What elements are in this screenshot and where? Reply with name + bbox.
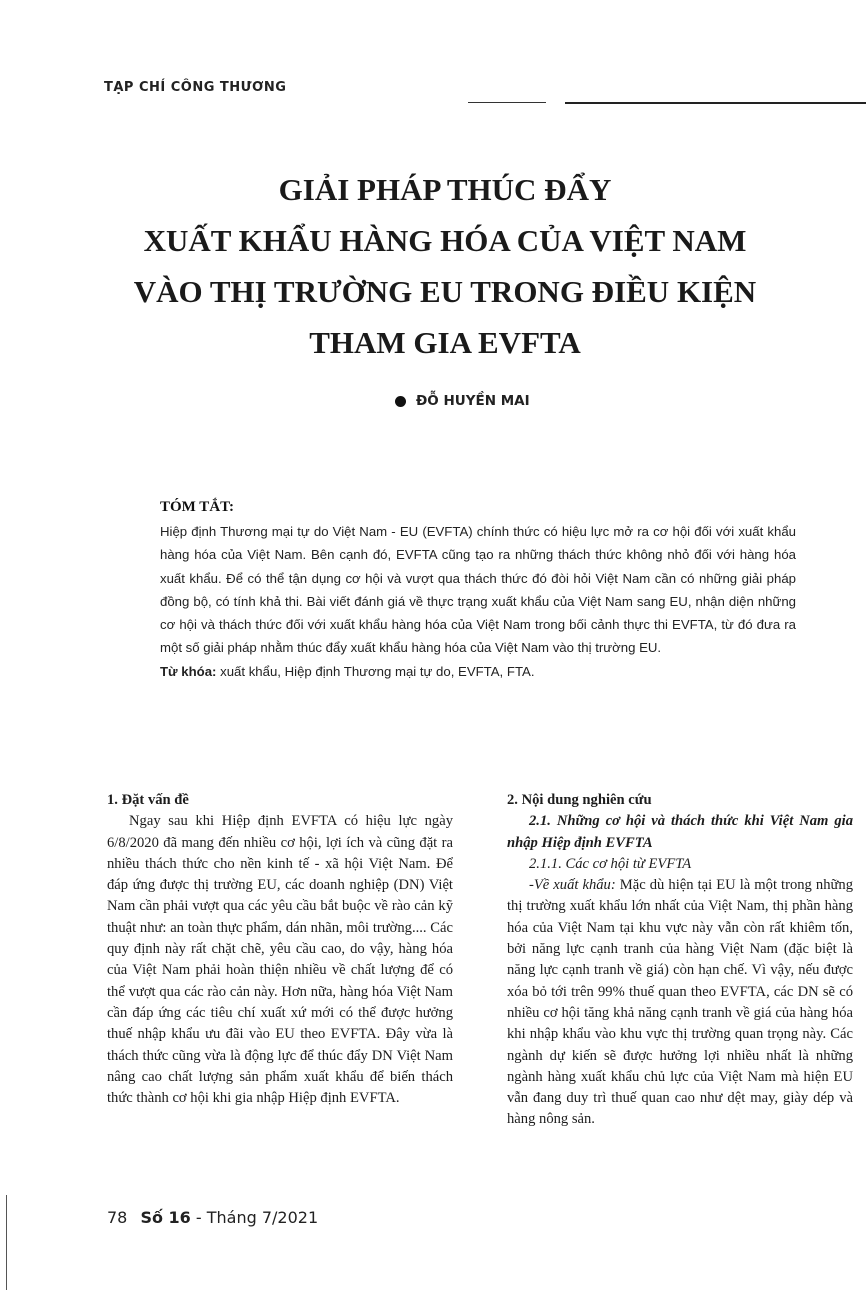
export-lead: -Về xuất khẩu: [529,877,616,894]
issue-date: - Tháng 7/2021 [190,1208,319,1227]
section-1-body: Ngay sau khi Hiệp định EVFTA có hiệu lực ngày 6/8/2020 đã mang đến nhiều cơ hội, lợi ích và cũng đặt ra nhiều thách thức cho nền kinh tế - xã hội Việt Nam. Để đáp ứng được thị trường EU, các doanh nghiệp (DN) Việt Nam cần phải vượt qua các yêu cầu bắt buộc về rào cản kỹ thuật như: an toàn thực phẩm, dán nhãn, môi trường.... Các quy định này rất chặt chẽ, yêu cầu cao, do vậy, hàng hóa của Việt Nam phải hoàn thiện nhiều về chất lượng để có thể vượt qua các rào cản này. Hơn nữa, hàng hóa Việt Nam cần đáp ứng các tiêu chí xuất xứ mới có thể được hưởng thuế nhập khẩu ưu đãi vào EU theo EVFTA. Đây vừa là thách thức cũng vừa là động lực để thúc đẩy DN Việt Nam nâng cao chất lượng sản phẩm xuất khẩu để biến thách thức thành cơ hội khi gia nhập Hiệp định EVFTA. [107,813,453,1107]
section-2-1-1-heading: 2.1.1. Các cơ hội từ EVFTA [529,855,692,872]
abstract [160,520,796,683]
page-footer [107,1208,318,1227]
article-title [60,164,830,368]
author-name: ĐỖ HUYỀN MAI [416,393,530,409]
title-line-4: THAM GIA EVFTA [309,325,581,360]
title-line-1: GIẢI PHÁP THÚC ĐẨY [278,172,612,207]
keywords-text: xuất khẩu, Hiệp định Thương mại tự do, EVFTA, FTA. [216,663,535,679]
left-column [107,790,453,1109]
section-2-heading: 2. Nội dung nghiên cứu [507,792,652,808]
title-line-3: VÀO THỊ TRƯỜNG EU TRONG ĐIỀU KIỆN [133,274,757,309]
issue-number: Số 16 [140,1208,191,1227]
keywords [160,660,796,683]
export-body: Mặc dù hiện tại EU là một trong những thị trường xuất khẩu lớn nhất của Việt Nam, thị phần hàng hóa của Việt Nam tại khu vực này vẫn còn rất khiêm tốn, bởi năng lực cạnh tranh của hàng Việt Nam (đặc biệt là năng lực cạnh tranh về giá) còn hạn chế. Vì vậy, nếu được xóa bỏ tới trên 99% thuế quan theo EVFTA, các DN sẽ có nhiều cơ hội tăng khả năng cạnh tranh về giá của hàng hóa khi nhập khẩu vào khu vực thị trường quan trọng này. Các ngành dự kiến sẽ được hưởng lợi nhiều nhất là những ngành hàng xuất khẩu chủ lực của Việt Nam mà hiện EU vẫn đang duy trì thuế quan cao như dệt may, giày dép và hàng nông sản. [507,877,854,1128]
abstract-heading: TÓM TẮT: [160,499,235,515]
header-rule-long [565,102,866,104]
right-column [507,790,853,1131]
section-2-1-heading: 2.1. Những cơ hội và thách thức khi Việt Nam gia nhập Hiệp định EVFTA [507,813,853,851]
header-rule-short [468,102,546,103]
page-number: 78 [107,1208,128,1227]
margin-line [6,1195,7,1290]
bullet-icon [395,396,406,407]
section-2-body [507,875,853,1131]
keywords-label: Từ khóa: [160,663,217,679]
journal-name: TẠP CHÍ CÔNG THƯƠNG [104,80,287,95]
title-line-2: XUẤT KHẨU HÀNG HÓA CỦA VIỆT NAM [143,223,747,258]
author-line [395,393,530,409]
section-1-heading: 1. Đặt vấn đề [107,792,189,808]
abstract-text: Hiệp định Thương mại tự do Việt Nam - EU (EVFTA) chính thức có hiệu lực mở ra cơ hội đối với xuất khẩu hàng hóa của Việt Nam. Bên cạnh đó, EVFTA cũng tạo ra những thách thức không nhỏ đối với hàng hóa xuất khẩu. Để có thể tận dụng cơ hội và vượt qua thách thức đó đòi hỏi Việt Nam cần có những giải pháp đồng bộ, có tính khả thi. Bài viết đánh giá về thực trạng xuất khẩu của Việt Nam sang EU, nhận diện những cơ hội và thách thức đối với xuất khẩu hàng hóa của Việt Nam trong bối cảnh thực thi EVFTA, từ đó đưa ra một số giải pháp nhằm thúc đẩy xuất khẩu hàng hóa của Việt Nam vào thị trường EU. [160,524,796,656]
